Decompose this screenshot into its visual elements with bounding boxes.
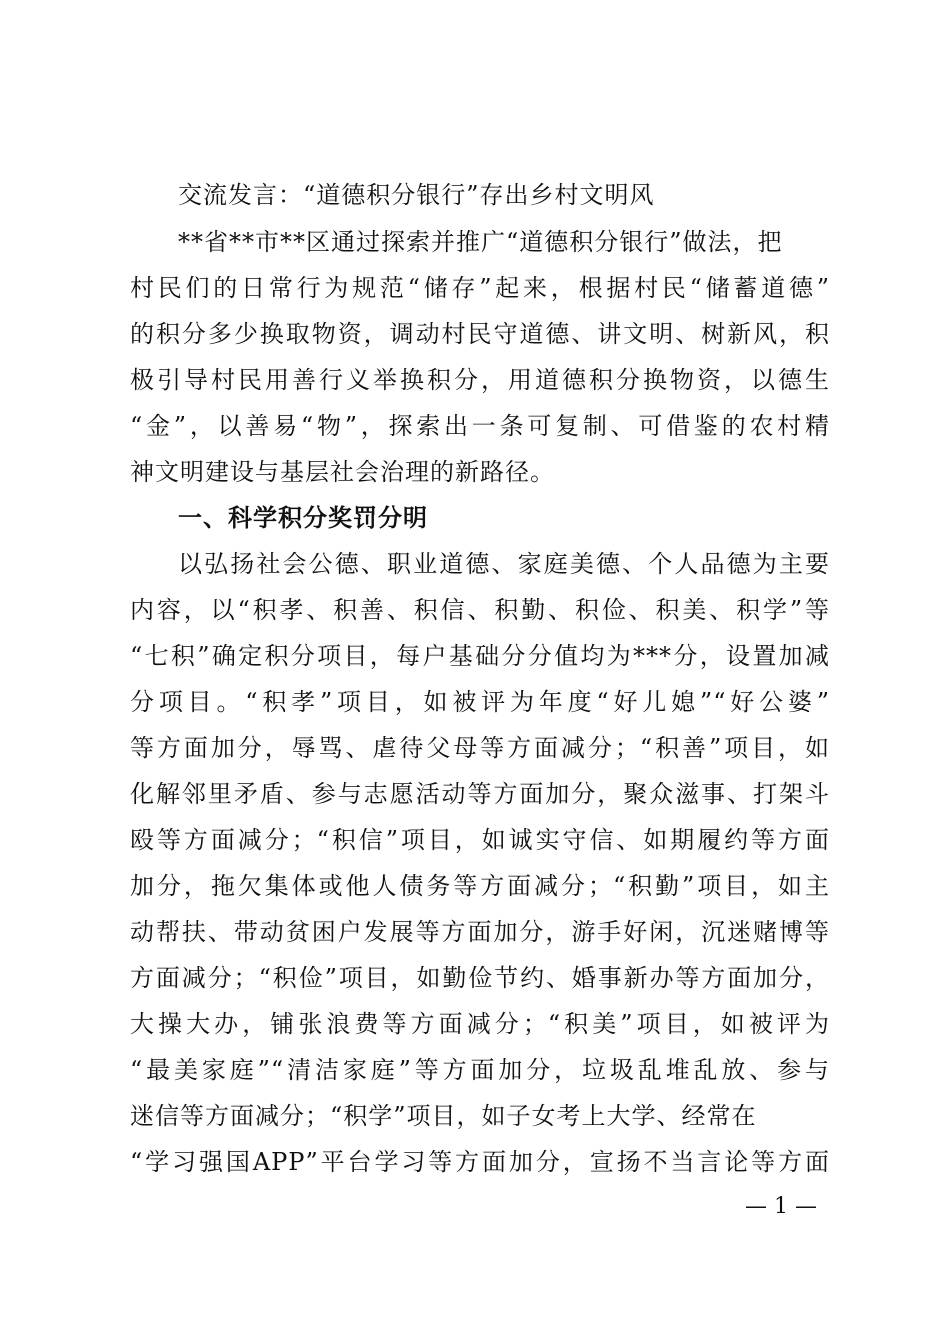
intro-line: 神文明建设与基层社会治理的新路径。 [130,458,555,486]
intro-line: **省**市**区通过探索并推广“道德积分银行”做法，把 [178,228,783,256]
body-line: “最美家庭”“清洁家庭”等方面加分，垃圾乱堆乱放、参与 [130,1056,830,1084]
body-line: “学习强国APP”平台学习等方面加分，宣扬不当言论等方面 [130,1148,830,1176]
body-line: 大操大办，铺张浪费等方面减分；“积美”项目，如被评为 [130,1010,830,1038]
body-line: 殴等方面减分；“积信”项目，如诚实守信、如期履约等方面 [130,826,830,854]
body-line: 动帮扶、带动贫困户发展等方面加分，游手好闲，沉迷赌博等 [130,918,830,946]
body-line: 加分，拖欠集体或他人债务等方面减分；“积勤”项目，如主 [130,872,830,900]
body-line: 化解邻里矛盾、参与志愿活动等方面加分，聚众滋事、打架斗 [130,780,830,808]
body-line: 迷信等方面减分；“积学”项目，如子女考上大学、经常在 [130,1102,757,1130]
body-line: “七积”确定积分项目，每户基础分分值均为***分，设置加减 [130,642,830,670]
page-number: — 1 — [745,1194,817,1219]
intro-line: 村民们的日常行为规范“储存”起来，根据村民“储蓄道德” [130,274,830,302]
section-heading: 一、科学积分奖罚分明 [178,503,428,532]
body-line: 内容，以“积孝、积善、积信、积勤、积俭、积美、积学”等 [130,596,830,624]
intro-line: 极引导村民用善行义举换积分，用道德积分换物资，以德生 [130,366,830,394]
body-line: 等方面加分，辱骂、虐待父母等方面减分；“积善”项目，如 [130,734,830,762]
intro-line: “金”，以善易“物”，探索出一条可复制、可借鉴的农村精 [130,412,830,440]
document-title: 交流发言：“道德积分银行”存出乡村文明风 [178,181,655,209]
body-line: 以弘扬社会公德、职业道德、家庭美德、个人品德为主要 [178,550,830,578]
intro-line: 的积分多少换取物资，调动村民守道德、讲文明、树新风，积 [130,320,830,348]
body-line: 方面减分；“积俭”项目，如勤俭节约、婚事新办等方面加分， [130,964,830,992]
body-line: 分项目。“积孝”项目，如被评为年度“好儿媳”“好公婆” [130,688,830,716]
